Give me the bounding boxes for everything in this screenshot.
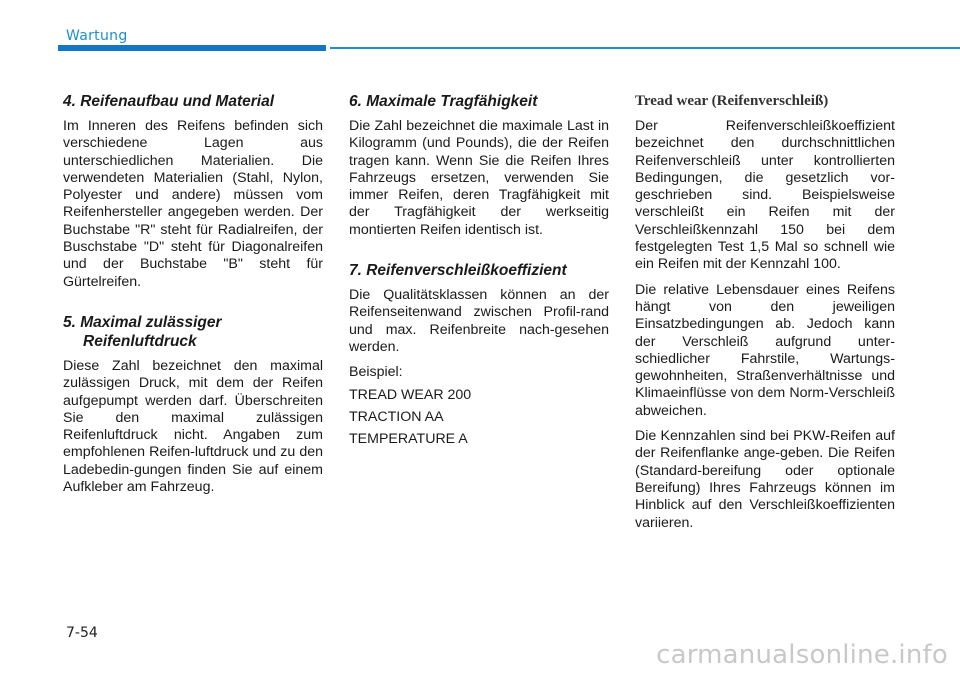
paragraph-max-load: Die Zahl bezeichnet die maximale Last in Kilogramm (und Pounds), die der Reifen tragen kann. Wenn Sie die Reifen Ihres Fahrzeugs ersetzen, verwenden Sie immer Reifen, deren Tragfähigkeit mit der Tragfähigkeit der werkseitig montierten Reifen identisch ist. <box>349 118 609 238</box>
column-1 <box>63 92 323 504</box>
watermark: carmanualsonline.info <box>656 640 948 670</box>
heading-max-pressure-line2: Reifenluftdruck <box>83 332 197 350</box>
example-tread-wear: TREAD WEAR 200 <box>349 386 472 403</box>
paragraph-tread-wear-1: Der Reifenverschleißkoeffizient bezeichnet den durchschnittlichen Reifenverschleiß unter kontrollierten Bedingungen, die gesetzlich vor-geschrieben sind. Beispielsweise verschleißt ein Reifen mit der Verschleißkennzahl 150 bei dem festgelegten Test 1,5 Mal so schnell wie ein Reifen mit der Kennzahl 100. <box>635 118 895 273</box>
heading-max-pressure-line1: 5. Maximal zulässiger <box>63 313 222 331</box>
column-3 <box>635 92 895 540</box>
section-title: Wartung <box>66 28 128 44</box>
paragraph-max-pressure: Diese Zahl bezeichnet den maximal zulässigen Druck, mit dem der Reifen aufgepumpt werden darf. Überschreiten Sie den maximal zulässigen Reifenluftdruck nicht. Angaben zum empfohlenen Reifen-luftdruck und zu den Ladebedin-gungen finden Sie auf einem Aufkleber am Fahrzeug. <box>63 357 323 496</box>
example-temperature: TEMPERATURE A <box>349 431 468 448</box>
paragraph-wear-coefficient: Die Qualitätsklassen können an der Reifenseitenwand zwischen Profil-rand und max. Reifenbreite nach-gesehen werden. <box>349 287 609 355</box>
heading-max-load: 6. Maximale Tragfähigkeit <box>349 93 538 110</box>
heading-wear-coefficient: 7. Reifenverschleißkoeffizient <box>349 262 567 280</box>
paragraph-tire-construction: Im Inneren des Reifens befinden sich verschiedene Lagen aus unterschiedlichen Materialien. Die verwendeten Materialien (Stahl, Nylon, Polyester und andere) müssen vom Reifenhersteller angegeben werden. Der Buchstabe "R" steht für Radialreifen, der Buschstabe "D" steht für Diagonalreifen und der Buchstabe "B" steht für Gürtelreifen. <box>63 118 323 290</box>
paragraph-tread-wear-2: Die relative Lebensdauer eines Reifens hängt von den jeweiligen Einsatzbedingungen ab. Jedoch kann der Verschleiß aufgrund unter-schiedlicher Fahrstile, Wartungs-gewohnheiten, Straßenverhältnisse und Klimaeinflüsse von dem Norm-Verschleiß abweichen. <box>635 281 895 419</box>
example-label: Beispiel: <box>349 364 403 381</box>
column-2 <box>349 92 609 453</box>
page-number: 7-54 <box>66 625 98 641</box>
header-rule-thin <box>330 47 960 49</box>
example-traction: TRACTION AA <box>349 408 444 425</box>
header-rule-thick <box>58 45 326 51</box>
paragraph-tread-wear-3: Die Kennzahlen sind bei PKW-Reifen auf der Reifenflanke ange-geben. Die Reifen (Standard-bereifung oder optionale Bereifung) Ihres Fahrzeugs können im Hinblick auf den Verschleißkoeffizienten variieren. <box>635 428 895 531</box>
heading-tire-construction: 4. Reifenaufbau und Material <box>63 93 275 110</box>
heading-max-pressure <box>63 313 323 351</box>
heading-tread-wear: Tread wear (Reifenverschleiß) <box>635 93 829 109</box>
